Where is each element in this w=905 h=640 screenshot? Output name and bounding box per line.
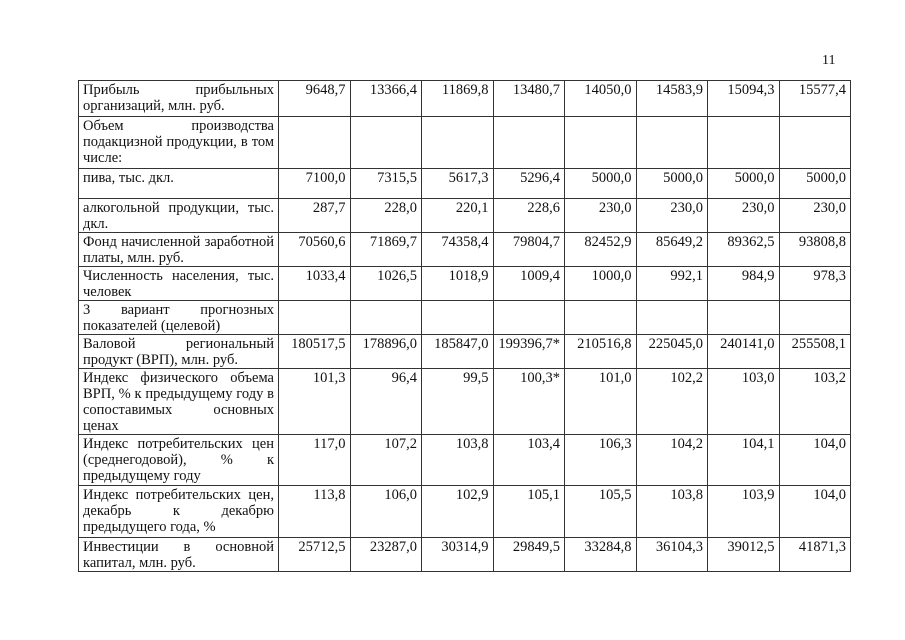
value-cell: 255508,1	[779, 335, 851, 369]
value-cell: 1026,5	[350, 267, 422, 301]
row-label: Численность населения, тыс. человек	[79, 267, 279, 301]
value-cell: 230,0	[565, 199, 637, 233]
value-cell: 180517,5	[279, 335, 351, 369]
table-row	[79, 199, 851, 233]
value-cell: 5000,0	[636, 169, 708, 199]
row-label: Фонд начисленной заработной платы, млн. руб.	[79, 233, 279, 267]
value-cell: 39012,5	[708, 538, 780, 572]
value-cell: 230,0	[708, 199, 780, 233]
row-label: Индекс потребительских цен (среднегодовой), % к предыдущему году	[79, 435, 279, 486]
value-cell: 15094,3	[708, 81, 780, 117]
table-row	[79, 538, 851, 572]
table-body	[79, 81, 851, 572]
table-row	[79, 81, 851, 117]
value-cell: 99,5	[422, 369, 494, 435]
value-cell: 41871,3	[779, 538, 851, 572]
value-cell: 240141,0	[708, 335, 780, 369]
value-cell: 230,0	[636, 199, 708, 233]
value-cell: 103,9	[708, 486, 780, 538]
value-cell: 5000,0	[779, 169, 851, 199]
value-cell: 5617,3	[422, 169, 494, 199]
value-cell: 93808,8	[779, 233, 851, 267]
value-cell	[636, 117, 708, 169]
value-cell: 30314,9	[422, 538, 494, 572]
value-cell: 1009,4	[493, 267, 565, 301]
row-label: Инвестиции в основной капитал, млн. руб.	[79, 538, 279, 572]
value-cell: 104,0	[779, 435, 851, 486]
value-cell	[708, 117, 780, 169]
table-row	[79, 335, 851, 369]
value-cell: 199396,7*	[493, 335, 565, 369]
value-cell: 113,8	[279, 486, 351, 538]
table-row	[79, 233, 851, 267]
value-cell: 103,4	[493, 435, 565, 486]
row-label: Прибыль прибыльных организаций, млн. руб.	[79, 81, 279, 117]
value-cell: 228,6	[493, 199, 565, 233]
table-row	[79, 267, 851, 301]
value-cell: 185847,0	[422, 335, 494, 369]
table-row	[79, 435, 851, 486]
value-cell: 100,3*	[493, 369, 565, 435]
value-cell: 1018,9	[422, 267, 494, 301]
row-label: 3 вариант прогнозных показателей (целевой)	[79, 301, 279, 335]
value-cell: 103,8	[422, 435, 494, 486]
value-cell: 5296,4	[493, 169, 565, 199]
value-cell: 23287,0	[350, 538, 422, 572]
value-cell: 102,9	[422, 486, 494, 538]
row-label: Индекс физического объема ВРП, % к предыдущему году в сопоставимых основных ценах	[79, 369, 279, 435]
row-label: Валовой региональный продукт (ВРП), млн. руб.	[79, 335, 279, 369]
table-row	[79, 117, 851, 169]
value-cell	[422, 301, 494, 335]
value-cell: 7315,5	[350, 169, 422, 199]
data-table	[78, 80, 851, 572]
value-cell	[779, 301, 851, 335]
value-cell: 287,7	[279, 199, 351, 233]
value-cell	[279, 301, 351, 335]
value-cell	[779, 117, 851, 169]
value-cell: 82452,9	[565, 233, 637, 267]
value-cell: 11869,8	[422, 81, 494, 117]
value-cell	[350, 117, 422, 169]
value-cell	[708, 301, 780, 335]
table-row	[79, 486, 851, 538]
row-label: Объем производства подакцизной продукции, в том числе:	[79, 117, 279, 169]
value-cell: 103,8	[636, 486, 708, 538]
value-cell: 101,3	[279, 369, 351, 435]
value-cell: 14050,0	[565, 81, 637, 117]
value-cell	[493, 301, 565, 335]
value-cell	[350, 301, 422, 335]
value-cell: 25712,5	[279, 538, 351, 572]
value-cell: 96,4	[350, 369, 422, 435]
value-cell: 210516,8	[565, 335, 637, 369]
value-cell: 992,1	[636, 267, 708, 301]
value-cell: 104,0	[779, 486, 851, 538]
value-cell	[565, 117, 637, 169]
value-cell: 9648,7	[279, 81, 351, 117]
row-label: Индекс потребительских цен, декабрь к декабрю предыдущего года, %	[79, 486, 279, 538]
table-row	[79, 169, 851, 199]
value-cell: 978,3	[779, 267, 851, 301]
value-cell: 79804,7	[493, 233, 565, 267]
value-cell: 101,0	[565, 369, 637, 435]
value-cell: 36104,3	[636, 538, 708, 572]
value-cell: 225045,0	[636, 335, 708, 369]
value-cell: 1000,0	[565, 267, 637, 301]
value-cell: 5000,0	[565, 169, 637, 199]
value-cell: 106,0	[350, 486, 422, 538]
value-cell: 106,3	[565, 435, 637, 486]
value-cell: 29849,5	[493, 538, 565, 572]
value-cell: 74358,4	[422, 233, 494, 267]
value-cell: 105,1	[493, 486, 565, 538]
value-cell: 70560,6	[279, 233, 351, 267]
value-cell	[636, 301, 708, 335]
value-cell	[422, 117, 494, 169]
value-cell: 178896,0	[350, 335, 422, 369]
value-cell: 33284,8	[565, 538, 637, 572]
table-row	[79, 369, 851, 435]
value-cell: 105,5	[565, 486, 637, 538]
value-cell: 220,1	[422, 199, 494, 233]
value-cell	[279, 117, 351, 169]
value-cell: 228,0	[350, 199, 422, 233]
value-cell: 104,2	[636, 435, 708, 486]
value-cell: 13366,4	[350, 81, 422, 117]
value-cell: 13480,7	[493, 81, 565, 117]
value-cell: 71869,7	[350, 233, 422, 267]
value-cell: 103,0	[708, 369, 780, 435]
row-label: пива, тыс. дкл.	[79, 169, 279, 199]
value-cell: 117,0	[279, 435, 351, 486]
value-cell: 7100,0	[279, 169, 351, 199]
value-cell: 104,1	[708, 435, 780, 486]
table-row	[79, 301, 851, 335]
value-cell: 15577,4	[779, 81, 851, 117]
row-label: алкогольной продукции, тыс. дкл.	[79, 199, 279, 233]
value-cell: 85649,2	[636, 233, 708, 267]
value-cell: 103,2	[779, 369, 851, 435]
value-cell: 14583,9	[636, 81, 708, 117]
value-cell: 89362,5	[708, 233, 780, 267]
value-cell: 230,0	[779, 199, 851, 233]
value-cell: 1033,4	[279, 267, 351, 301]
value-cell: 102,2	[636, 369, 708, 435]
value-cell: 5000,0	[708, 169, 780, 199]
value-cell	[493, 117, 565, 169]
value-cell	[565, 301, 637, 335]
page-number: 11	[822, 53, 836, 68]
value-cell: 107,2	[350, 435, 422, 486]
value-cell: 984,9	[708, 267, 780, 301]
